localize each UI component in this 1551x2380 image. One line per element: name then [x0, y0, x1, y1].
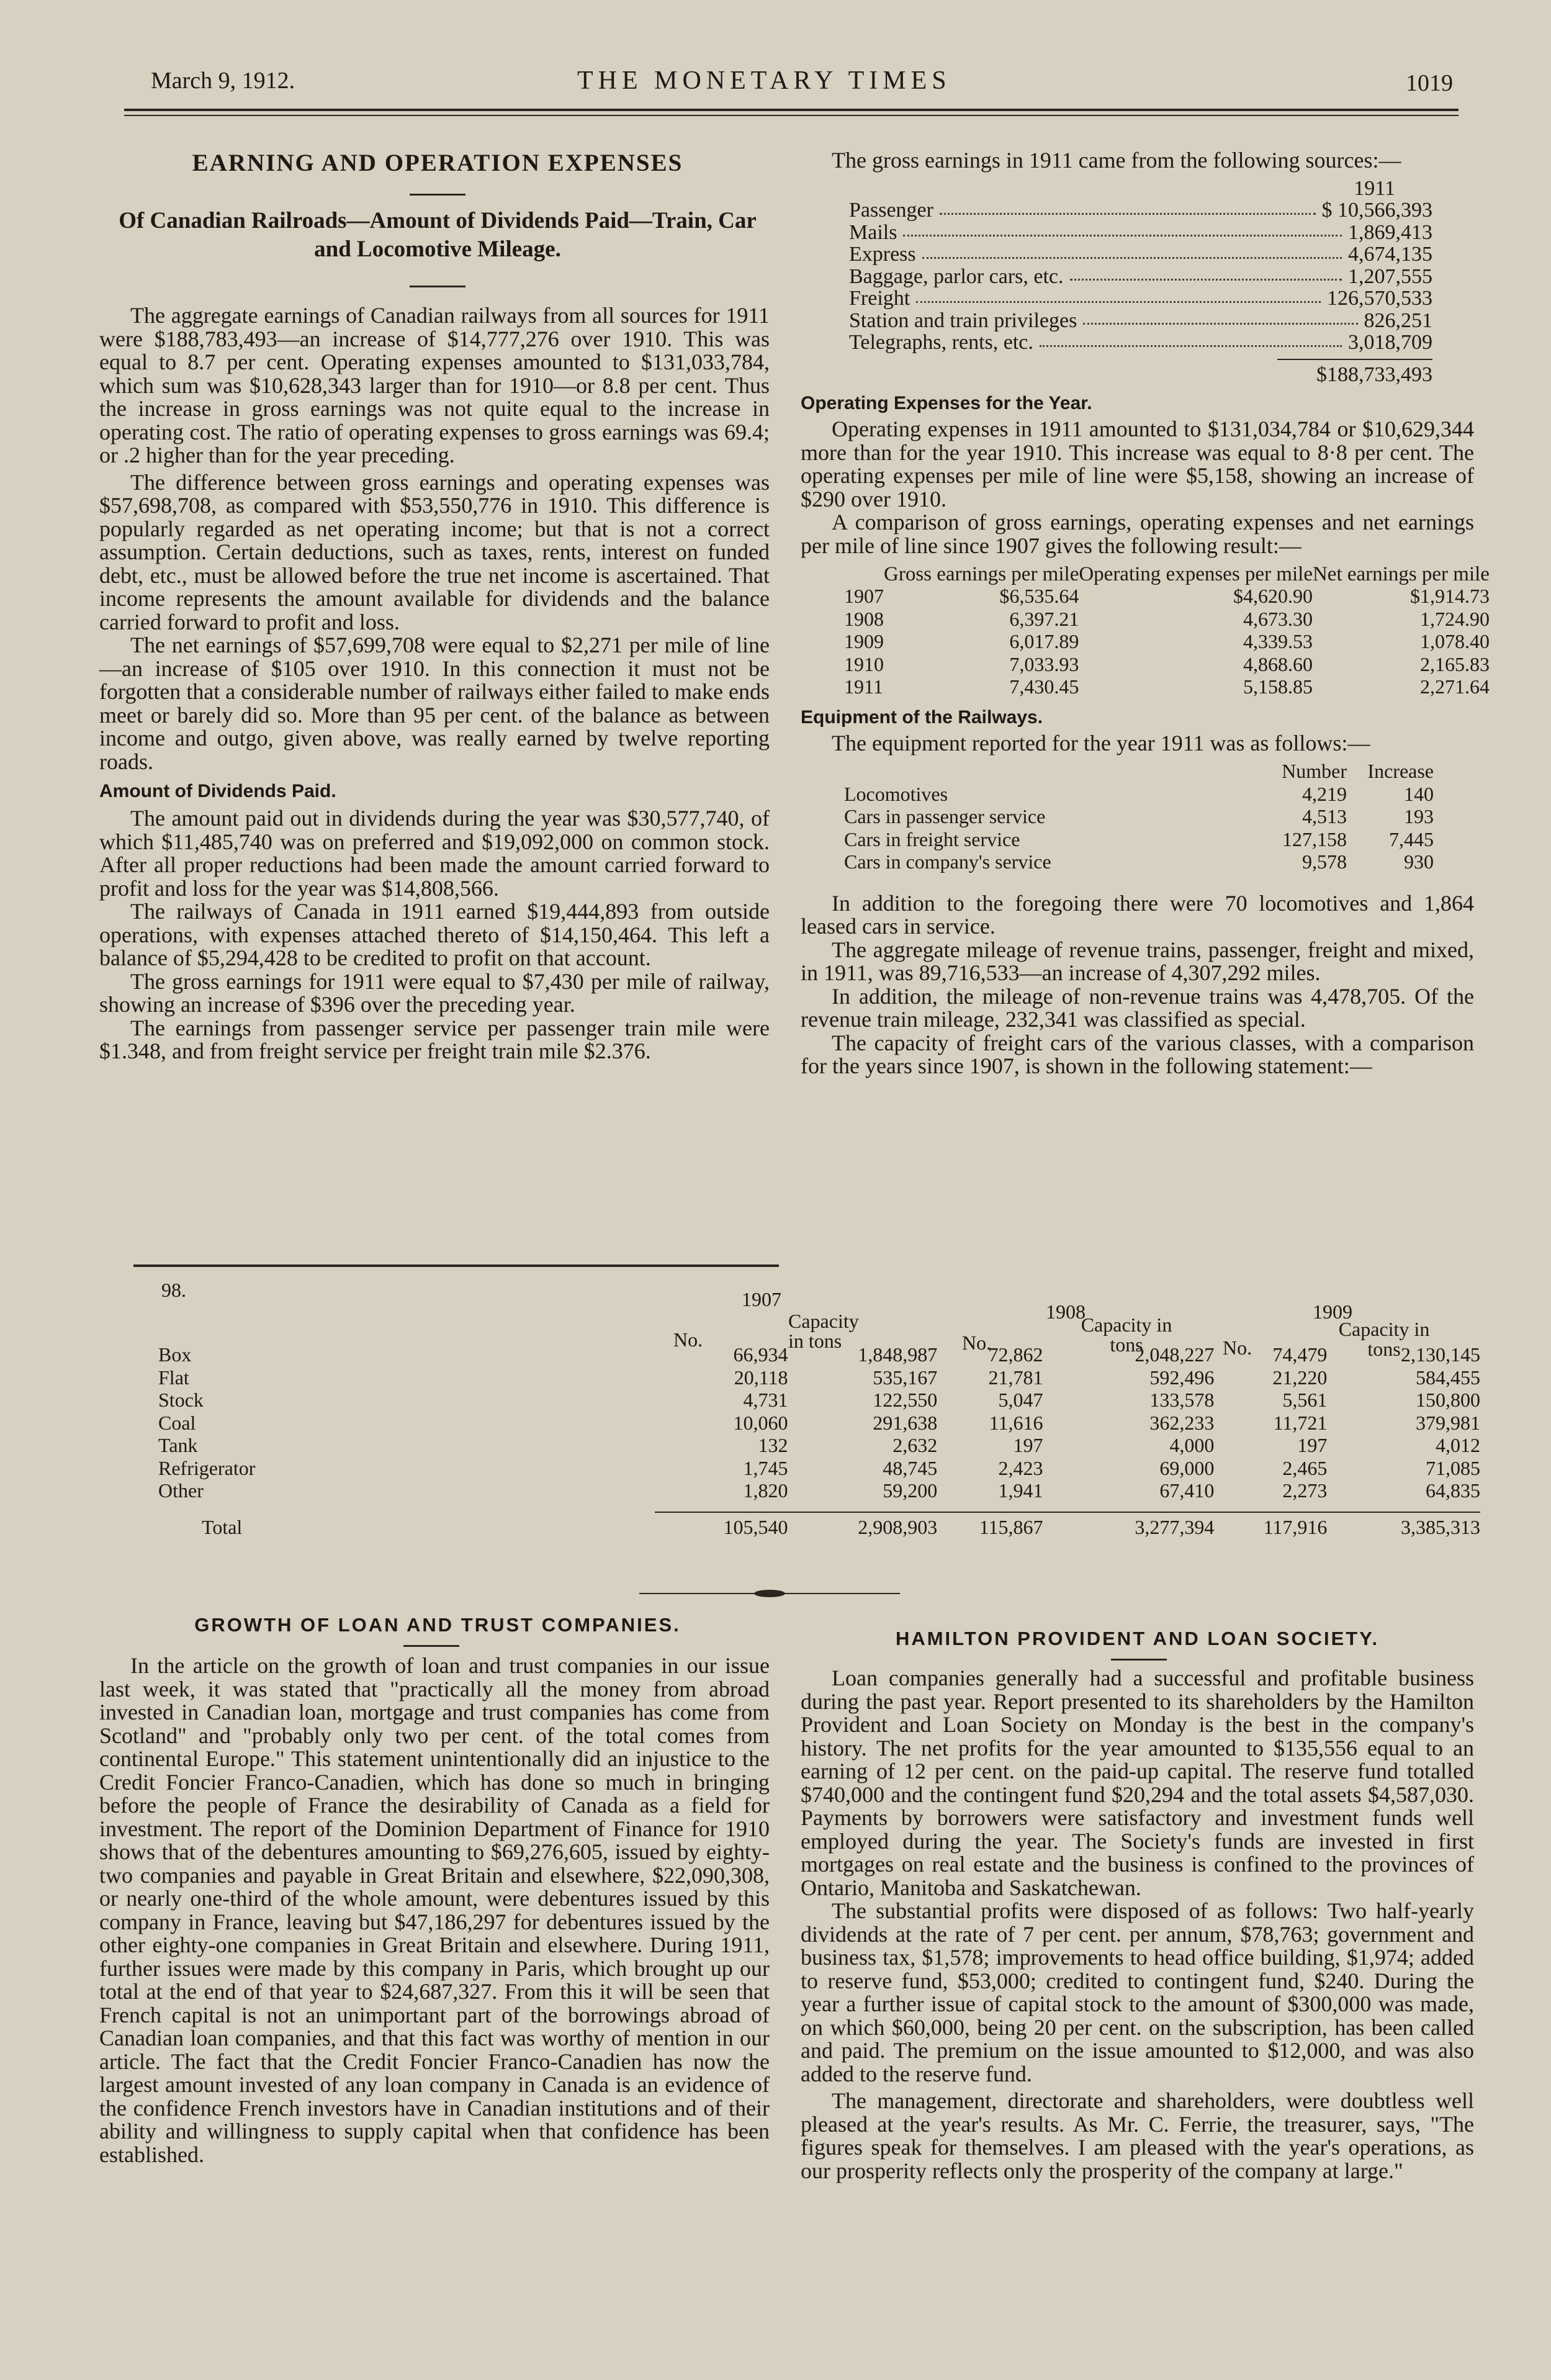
per-mile-row: 1908 6,397.21 4,673.30 1,724.90	[844, 607, 1490, 630]
capacity-row: Other 1,820 59,200 1,941 67,410 2,273 64,835	[158, 1479, 1480, 1502]
hamilton-para-2: The substantial profits were disposed of as follows: Two half-yearly dividends at the rate of 7 per cent. per annum, $78,763; government and business tax, $1,578; improvements to head office building, $1,974; added to reserve fund, $53,000; credited to contingent fund, $240. During the year a further issue of capital stock to the amount of $300,000 was made, on which $60,000, being 20 per cent. on the subscription, has been called and paid. The premium on the issue amounted to $12,000, and was also added to the reserve fund.	[801, 1898, 1474, 2086]
equipment-row: Locomotives 4,219 140	[844, 782, 1434, 805]
capacity-row: Coal 10,060 291,638 11,616 362,233 11,721 379,981	[158, 1411, 1480, 1434]
earnings-para-2: The difference between gross earnings and operating expenses was $57,698,708, as compared with $53,550,776 in 1910. This difference is popularly regarded as net operating income; but that is not a correct assumption. Certain deductions, such as taxes, rents, interest on funded debt, etc., must be allowed before the true net income is ascertained. That income represents the amount available for dividends and the balance carried forward to profit and loss.	[99, 469, 770, 634]
dividends-para-3: The gross earnings for 1911 were equal to $7,430 per mile of railway, showing an increase of $396 over the preceding year.	[99, 968, 770, 1017]
dividends-heading: Amount of Dividends Paid.	[99, 781, 336, 801]
earnings-para-3: The net earnings of $57,699,708 were equal to $2,271 per mile of line—an increase of $105 over 1910. In this connection it must not be forgotten that a considerable number of railways either failed to make ends meet or barely did so. More than 95 per cent. of the balance as between income and outgo, given above, was really earned by twelve reporting roads.	[99, 633, 770, 774]
earnings-body	[99, 304, 770, 1063]
equipment-row: Cars in passenger service 4,513 193	[844, 805, 1434, 827]
sources-row: Baggage, parlor cars, etc. 1,207,555	[849, 264, 1432, 288]
opex-para-2: A comparison of gross earnings, operating expenses and net earnings per mile of line since 1907 gives the following result:—	[801, 510, 1474, 558]
page-date: March 9, 1912.	[151, 68, 295, 94]
capacity-table	[143, 1279, 1480, 1577]
equipment-row: Cars in freight service 127,158 7,445	[844, 827, 1434, 850]
dividends-para-4: The earnings from passenger service per passenger train mile were $1.348, and from freight service per freight train mile $2.376.	[99, 1015, 770, 1063]
capacity-row: Tank 132 2,632 197 4,000 197 4,012	[158, 1434, 1480, 1456]
equipment-after-1: In addition to the foregoing there were 70 locomotives and 1,864 leased cars in service.	[801, 890, 1474, 939]
capacity-year-1908: 1908	[1046, 1300, 1086, 1323]
table-rule	[133, 1264, 779, 1267]
per-mile-row: 1911 7,430.45 5,158.85 2,271.64	[844, 675, 1490, 698]
header-rule	[124, 109, 1459, 111]
article-subtitle-earnings: Of Canadian Railroads—Amount of Dividends Paid—Train, Car and Locomotive Mileage.	[119, 208, 757, 262]
growth-heading: GROWTH OF LOAN AND TRUST COMPANIES.	[194, 1614, 681, 1636]
growth-body	[99, 1654, 770, 2166]
right-column	[801, 148, 1490, 1078]
per-mile-table: Gross earnings per mile Operating expenses per mile Net earnings per mile 1907 $6,535.64 $4,620.90 $1,914.73 1908 6,397.21 4,673.30 1,724.90 1909 6,017.89 4,339.53 1,078.40 1910 7,033.93 4,868.60 2,165.83 1911 7,430.45 5,158.85 2,271.64	[844, 563, 1490, 698]
capacity-row: Flat 20,118 535,167 21,781 592,496 21,220 584,455	[158, 1366, 1480, 1389]
sources-table	[849, 178, 1432, 386]
sources-row: Station and train privileges 826,251	[849, 309, 1432, 332]
equipment-after-2: The aggregate mileage of revenue trains, passenger, freight and mixed, in 1911, was 89,716,533—an increase of 4,307,292 miles.	[801, 937, 1474, 985]
sources-row: Telegraphs, rents, etc. 3,018,709	[849, 331, 1432, 354]
article-title-earnings: EARNING AND OPERATION EXPENSES	[192, 150, 683, 176]
dividends-para-2: The railways of Canada in 1911 earned $19,444,893 from outside operations, with expenses attached thereto of $14,150,464. This left a balance of $5,294,428 to be credited to profit on that account.	[99, 899, 770, 970]
growth-text: In the article on the growth of loan and trust companies in our issue last week, it was stated that "practically all the money from abroad invested in Canadian loan, mortgage and trust companies has come from Scotland" and "probably only two per cent. of the total comes from continental Europe." This statement unintentionally did an injustice to the Credit Foncier Franco-Canadien, which has done so much in bringing before the people of France the desirability of Canada as a field for investment. The report of the Dominion Department of Finance for 1910 shows that of the debentures amounting to $69,276,605, issued by eighty-two companies and payable in Great Britain and elsewhere, $22,090,308, or nearly one-third of the whole amount, were debentures issued by this company in France, leaving but $47,186,297 for debentures issued by the other eighty-one companies in Great Britain and elsewhere. During 1911, further issues were made by this company in Paris, which brought up our total at the end of that year to $24,687,327. From this it will be seen that French capital is not an unimportant part of the borrowings abroad of Canadian loan companies, and that this fact was worthy of mention in our article. The fact that the Credit Foncier Franco-Canadien has now the largest amount invested of any loan company in Canada is an evidence of the confidence French investors have in Canadian institutions and of their ability and willingness to supply capital when that confidence has been established.	[99, 1653, 770, 2167]
per-mile-row: 1907 $6,535.64 $4,620.90 $1,914.73	[844, 585, 1490, 607]
sources-row: Mails 1,869,413	[849, 220, 1432, 244]
sources-row: Freight 126,570,533	[849, 287, 1432, 310]
capacity-row: Stock 4,731 122,550 5,047 133,578 5,561 150,800	[158, 1389, 1480, 1411]
hamilton-rule	[1111, 1659, 1167, 1661]
equipment-heading: Equipment of the Railways.	[801, 706, 1043, 728]
equipment-intro: The equipment reported for the year 1911 was as follows:—	[832, 730, 1370, 755]
capacity-year-1909: 1909	[1313, 1300, 1352, 1323]
capacity-col-no: No.	[962, 1332, 992, 1354]
capacity-corner: 98.	[161, 1279, 186, 1301]
equipment-table: Number Increase Locomotives 4,219 140 Cars in passenger service 4,513 193 Cars in freight service 127,158 7,445 Cars in company's service 9,578 930	[844, 760, 1434, 873]
capacity-col-cap: Capacity in tons	[1081, 1314, 1172, 1356]
sources-intro: The gross earnings in 1911 came from the following sources:—	[832, 148, 1401, 173]
dividends-para-1: The amount paid out in dividends during the year was $30,577,740, of which $11,485,740 was on preferred and $19,092,000 on common stock. After all proper reductions had been made the amount carried forward to profit and loss for the year was $14,808,566.	[99, 806, 770, 901]
capacity-row: Refrigerator 1,745 48,745 2,423 69,000 2,465 71,085	[158, 1456, 1480, 1479]
title-rule	[410, 194, 465, 196]
ornament-divider	[639, 1589, 900, 1598]
capacity-row: Box 66,934 1,848,987 72,862 2,048,227 74,479 2,130,145	[158, 1343, 1480, 1366]
earnings-para-1: The aggregate earnings of Canadian railways from all sources for 1911 were $188,783,493—an increase of $14,777,276 over 1910. This was equal to 8.7 per cent. Operating expenses amounted to $131,033,784, which sum was $10,628,343 larger than for 1910—or 8.8 per cent. Thus the increase in gross earnings was not quite equal to the increase in operating cost. The ratio of operating expenses to gross earnings was 69.4; or .2 higher than for the year preceding.	[99, 303, 770, 467]
opex-para-1: Operating expenses in 1911 amounted to $131,034,784 or $10,629,344 more than for the year 1910. This increase was equal to 8·8 per cent. The operating expenses per mile of line were $5,158, showing an increase of $290 over 1910.	[801, 417, 1474, 512]
sources-total: $188,733,493	[1316, 363, 1432, 386]
masthead-title: THE MONETARY TIMES	[577, 66, 951, 95]
subtitle-rule	[410, 286, 465, 287]
capacity-rows	[158, 1343, 1480, 1538]
capacity-col-no: No.	[1223, 1336, 1252, 1359]
sources-row: Passenger $ 10,566,393	[849, 199, 1432, 222]
hamilton-heading: HAMILTON PROVIDENT AND LOAN SOCIETY.	[895, 1628, 1380, 1649]
capacity-col-cap: Capacity in tons	[1338, 1318, 1430, 1360]
hamilton-para-3: The management, directorate and shareholders, were doubtless well pleased at the year's results. As Mr. C. Ferrie, the treasurer, says, "The figures speak for themselves. I am pleased with the year's operations, as our prosperity reflects only the prosperity of the company at large."	[801, 2088, 1474, 2183]
growth-rule	[403, 1645, 459, 1647]
header-rule-thin	[124, 115, 1459, 116]
per-mile-row: 1909 6,017.89 4,339.53 1,078.40	[844, 630, 1490, 652]
equipment-after-3: In addition, the mileage of non-revenue trains was 4,478,705. Of the revenue train mileage, 232,341 was classified as special.	[801, 983, 1474, 1032]
per-mile-row: 1910 7,033.93 4,868.60 2,165.83	[844, 652, 1490, 675]
capacity-total-row: Total 105,540 2,908,903 115,867 3,277,394 117,916 3,385,313	[202, 1515, 1480, 1538]
sources-year: 1911	[1354, 176, 1395, 200]
equipment-row: Cars in company's service 9,578 930	[844, 850, 1434, 873]
capacity-year-1907: 1907	[742, 1288, 781, 1310]
equipment-after-4: The capacity of freight cars of the various classes, with a comparison for the years since 1907, is shown in the following statement:—	[801, 1030, 1474, 1078]
sources-row: Express 4,674,135	[849, 243, 1432, 266]
capacity-col-cap: Capacity in tons	[788, 1310, 859, 1352]
page-number: 1019	[1406, 70, 1453, 96]
capacity-col-no: No.	[673, 1328, 703, 1351]
opex-heading: Operating Expenses for the Year.	[801, 393, 1092, 413]
hamilton-body	[801, 1667, 1474, 2183]
hamilton-para-1: Loan companies generally had a successful and profitable business during the past year. Report presented to its shareholders by the Hamilton Provident and Loan Society on Monday is the best in the company's history. The net profits for the year amounted to $135,556 equal to an earning of 12 per cent. on the paid-up capital. The reserve fund totalled $740,000 and the contingent fund $20,294 and the total assets $4,587,030. Payments by borrowers were satisfactory and investment funds well employed during the year. The Society's funds are invested in first mortgages on real estate and the business is confined to the provinces of Ontario, Manitoba and Saskatchewan.	[801, 1666, 1474, 1900]
